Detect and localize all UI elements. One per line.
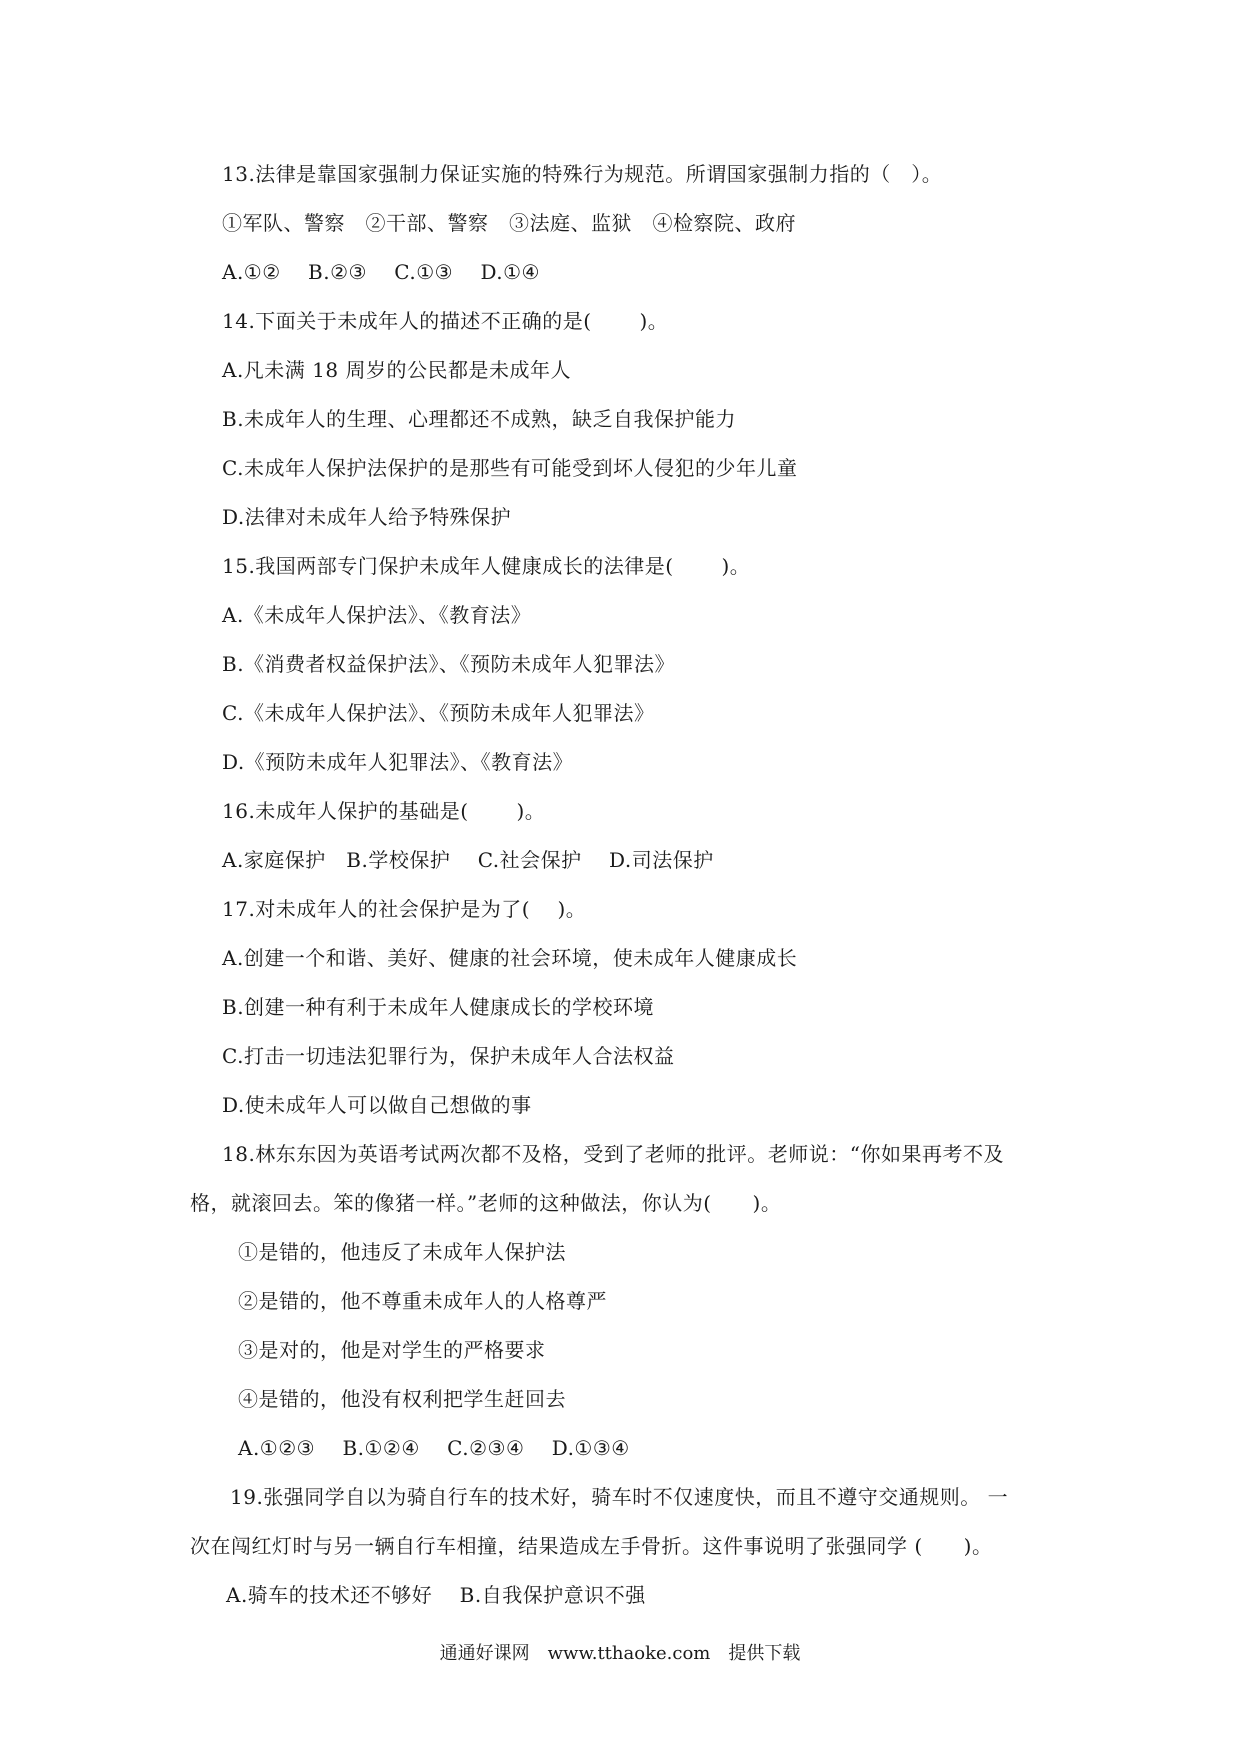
q19-stem-line2: 次在闯红灯时与另一辆自行车相撞，结果造成左手骨折。这件事说明了张强同学 ( )。 [190, 1534, 993, 1558]
q17-option-d: D.使未成年人可以做自己想做的事 [222, 1093, 532, 1117]
q17-stem: 17.对未成年人的社会保护是为了( )。 [222, 897, 587, 921]
q18-options: A.①②③ B.①②④ C.②③④ D.①③④ [238, 1436, 630, 1460]
q15-stem: 15.我国两部专门保护未成年人健康成长的法律是( )。 [222, 554, 751, 578]
q15-option-d: D.《预防未成年人犯罪法》、《教育法》 [222, 750, 574, 774]
q13-options: A.①② B.②③ C.①③ D.①④ [222, 260, 540, 284]
q14-option-b: B.未成年人的生理、心理都还不成熟，缺乏自我保护能力 [222, 407, 737, 431]
q14-option-a: A.凡未满 18 周岁的公民都是未成年人 [222, 358, 571, 382]
q18-stem-line2: 格，就滚回去。笨的像猪一样。”老师的这种做法，你认为( )。 [190, 1191, 782, 1215]
q15-option-a: A.《未成年人保护法》、《教育法》 [222, 603, 532, 627]
q18-stem-line1: 18.林东东因为英语考试两次都不及格，受到了老师的批评。老师说：“你如果再考不及 [222, 1142, 1005, 1166]
q15-option-b: B.《消费者权益保护法》、《预防未成年人犯罪法》 [222, 652, 676, 676]
q15-option-c: C.《未成年人保护法》、《预防未成年人犯罪法》 [222, 701, 655, 725]
q16-options: A.家庭保护 B.学校保护 C.社会保护 D.司法保护 [222, 848, 714, 872]
q14-option-d: D.法律对未成年人给予特殊保护 [222, 505, 512, 529]
q14-stem: 14.下面关于未成年人的描述不正确的是( )。 [222, 309, 669, 333]
q19-options: A.骑车的技术还不够好 B.自我保护意识不强 [226, 1583, 646, 1607]
q13-items: ①军队、警察 ②干部、警察 ③法庭、监狱 ④检察院、政府 [222, 211, 796, 235]
q18-item-4: ④是错的，他没有权利把学生赶回去 [238, 1387, 566, 1411]
page-footer: 通通好课网 www.tthaoke.com 提供下载 [439, 1643, 801, 1664]
q13-stem: 13.法律是靠国家强制力保证实施的特殊行为规范。所谓国家强制力指的（ ）。 [222, 162, 943, 186]
q19-stem-line1: 19.张强同学自以为骑自行车的技术好，骑车时不仅速度快，而且不遵守交通规则。 一 [230, 1485, 1009, 1509]
q18-item-1: ①是错的，他违反了未成年人保护法 [238, 1240, 566, 1264]
q18-item-2: ②是错的，他不尊重未成年人的人格尊严 [238, 1289, 607, 1313]
q17-option-c: C.打击一切违法犯罪行为，保护未成年人合法权益 [222, 1044, 675, 1068]
q14-option-c: C.未成年人保护法保护的是那些有可能受到坏人侵犯的少年儿童 [222, 456, 798, 480]
q16-stem: 16.未成年人保护的基础是( )。 [222, 799, 546, 823]
q17-option-a: A.创建一个和谐、美好、健康的社会环境，使未成年人健康成长 [222, 946, 798, 970]
q18-item-3: ③是对的，他是对学生的严格要求 [238, 1338, 546, 1362]
q17-option-b: B.创建一种有利于未成年人健康成长的学校环境 [222, 995, 655, 1019]
